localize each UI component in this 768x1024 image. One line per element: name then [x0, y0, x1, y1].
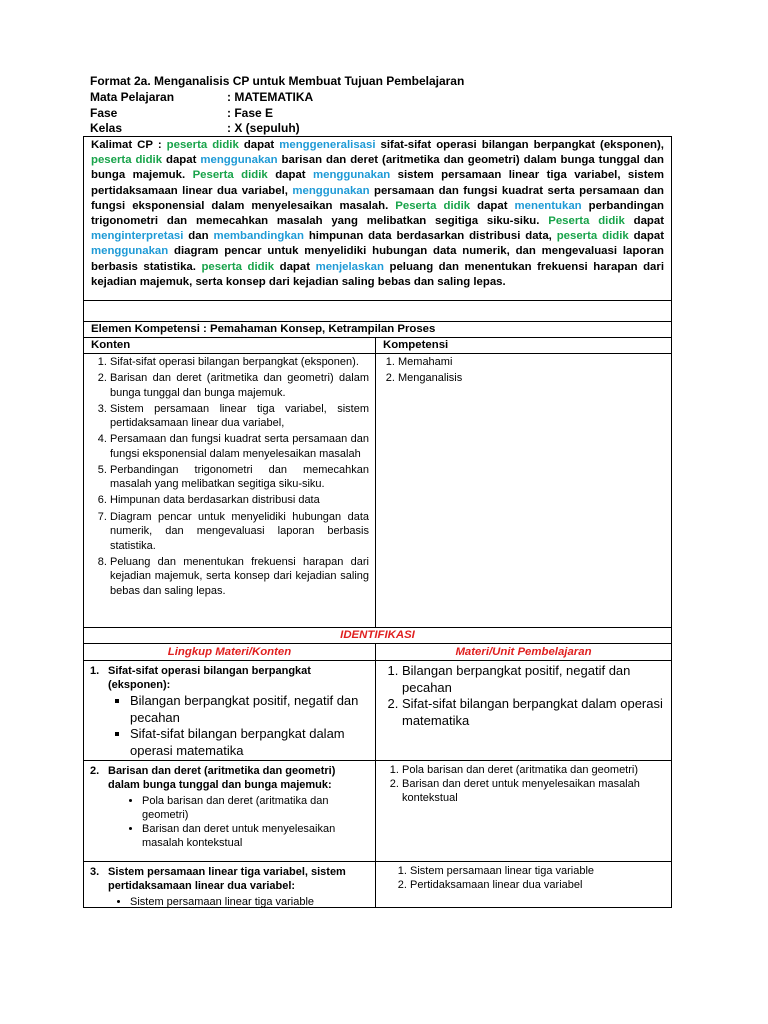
identifikasi-row-2: [84, 761, 671, 862]
cp-segment: dapat: [470, 199, 515, 212]
lingkup-materi-header: Lingkup Materi/Konten: [84, 644, 376, 660]
cp-segment: sistem persamaan linear tiga variabel, sistem pertidaksamaan linear dua variabel,: [91, 169, 665, 197]
list-item: 8. Peluang dan menentukan frekuensi harapan dari kejadian majemuk, serta konsep dari kejadian saling bebas dan saling lepas.: [110, 555, 369, 599]
cp-segment: diagram pencar untuk menyelidiki hubungan data numerik, dan mengevaluasi laporan berbasis statistika.: [91, 245, 664, 273]
cp-segment: barisan dan deret (aritmetika dan geometri) dalam bunga tunggal dan bunga majemuk.: [91, 154, 664, 182]
lingkup-cell: [84, 862, 376, 907]
lingkup-title: [90, 764, 369, 792]
cp-segment: persamaan dan fungsi kuadrat serta persamaan dan fungsi eksponensial dalam menyelesaikan masalah.: [91, 184, 664, 212]
cp-segment: menggeneralisasi: [279, 139, 376, 151]
lingkup-title: [90, 865, 369, 893]
document-title: Format 2a. Menganalisis CP untuk Membuat Tujuan Pembelajaran: [90, 74, 465, 88]
header-label: Fase: [90, 106, 118, 120]
cp-segment: menggunakan: [292, 184, 370, 197]
konten-cell: [84, 354, 376, 627]
list-item: 1. Memahami: [398, 355, 665, 370]
header-row-fase: [90, 105, 273, 121]
cp-segment: menggunakan: [200, 154, 278, 167]
identifikasi-title: IDENTIFIKASI: [84, 628, 671, 644]
unit-list: [376, 761, 671, 805]
elemen-kompetensi-label: Elemen Kompetensi : Pemahaman Konsep, Ketrampilan Proses: [84, 322, 671, 338]
list-item: 5. Perbandingan trigonometri dan memecahkan masalah yang melibatkan segitiga siku-siku.: [110, 463, 369, 492]
kompetensi-header: Kompetensi: [383, 339, 449, 351]
list-item: 2. Menganalisis: [398, 371, 665, 386]
identifikasi-header-row: [84, 644, 671, 661]
cp-segment: dapat: [274, 260, 316, 273]
list-item: 2. Pertidaksamaan linear dua variabel: [410, 878, 665, 892]
lingkup-title-text: Barisan dan deret (aritmetika dan geometri) dalam bunga tunggal dan bunga majemuk:: [108, 765, 336, 791]
cp-segment: peserta didik: [556, 230, 629, 243]
list-item: ▪ Sifat-sifat bilangan berpangkat dalam operasi matematika: [130, 726, 369, 759]
cp-segment: perbandingan trigonometri dan memecahkan masalah yang melibatkan segitiga siku-siku.: [91, 199, 664, 228]
cp-segment: menggunakan: [91, 245, 169, 258]
header-value: : MATEMATIKA: [227, 90, 314, 104]
header-row-kelas: [90, 120, 300, 136]
cp-segment: sifat-sifat operasi bilangan berpangkat (eksponen),: [375, 139, 664, 151]
unit-cell: [376, 761, 671, 861]
lingkup-items: [90, 693, 369, 759]
header-value: : X (sepuluh): [227, 121, 300, 135]
header-label: Kelas: [90, 121, 123, 135]
cp-segment: Peserta didik: [192, 169, 268, 182]
list-item: ▪ Bilangan berpangkat positif, negatif dan pecahan: [130, 693, 369, 726]
list-item: 3. Sistem persamaan linear tiga variabel, sistem pertidaksamaan linear dua variabel,: [110, 402, 369, 431]
list-item: 2. Barisan dan deret (aritmetika dan geometri) dalam bunga tunggal dan bunga majemuk.: [110, 371, 369, 400]
materi-unit-header: Materi/Unit Pembelajaran: [455, 646, 592, 658]
cp-segment: Peserta didik: [395, 199, 471, 212]
unit-list: [376, 661, 671, 729]
list-item: 2. Barisan dan deret untuk menyelesaikan masalah kontekstual: [402, 777, 665, 805]
identifikasi-row-1: [84, 661, 671, 761]
identifikasi-row-3: [84, 862, 671, 907]
list-item: • Pola barisan dan deret (aritmatika dan geometri): [142, 794, 369, 822]
list-item: • Barisan dan deret untuk menyelesaikan masalah kontekstual: [142, 822, 369, 850]
konten-row: [84, 354, 671, 628]
konten-header: Konten: [84, 338, 376, 353]
cp-segment: Peserta didik: [548, 215, 625, 228]
cp-segment: Kalimat CP :: [91, 139, 167, 151]
list-item: • Sistem persamaan linear tiga variable: [130, 895, 369, 909]
cp-segment: membandingkan: [213, 230, 304, 243]
kompetensi-cell: [376, 354, 671, 627]
list-item: 6. Himpunan data berdasarkan distribusi data: [110, 493, 369, 508]
list-item: 1. Sistem persamaan linear tiga variable: [410, 864, 665, 878]
list-item: 1. Bilangan berpangkat positif, negatif dan pecahan: [402, 663, 665, 696]
lingkup-cell: [84, 661, 376, 760]
analysis-table: [83, 136, 672, 908]
unit-cell: [376, 661, 671, 760]
unit-list: [376, 862, 671, 892]
cp-segment: dapat: [162, 154, 201, 167]
header-row-mapel: [90, 89, 313, 105]
cp-segment: peluang dan menentukan frekuensi harapan dari kejadian majemuk, serta konsep dari kejadian saling bebas dan saling lepas.: [91, 260, 664, 288]
cp-segment: dapat: [628, 230, 664, 243]
cp-segment: dapat: [624, 215, 664, 228]
cp-segment: peserta didik: [201, 260, 275, 273]
header-value: : Fase E: [227, 106, 274, 120]
list-item: 7. Diagram pencar untuk menyelidiki hubungan data numerik, dan mengevaluasi laporan berbasis statistika.: [110, 510, 369, 554]
cp-segment: menentukan: [514, 199, 582, 212]
lingkup-cell: [84, 761, 376, 861]
kalimat-cp: [84, 137, 671, 301]
list-item: 2. Sifat-sifat bilangan berpangkat dalam operasi matematika: [402, 696, 665, 729]
spacer-row: [84, 301, 671, 322]
cp-segment: menginterpretasi: [91, 230, 184, 243]
kompetensi-list: [376, 354, 671, 389]
konten-list: [84, 354, 375, 602]
cp-segment: dan: [183, 230, 214, 243]
cp-segment: peserta didik: [91, 154, 163, 167]
lingkup-items: [90, 794, 369, 850]
cp-segment: menggunakan: [313, 169, 391, 182]
lingkup-number: 1.: [90, 665, 100, 677]
lingkup-number: 3.: [90, 866, 100, 878]
list-item: 1. Sifat-sifat operasi bilangan berpangkat (eksponen).: [110, 355, 369, 370]
lingkup-title-text: Sistem persamaan linear tiga variabel, sistem pertidaksamaan linear dua variabel:: [108, 866, 346, 892]
header-label: Mata Pelajaran: [90, 90, 175, 104]
cp-segment: dapat: [238, 139, 280, 151]
lingkup-title: [90, 664, 369, 692]
list-item: 1. Pola barisan dan deret (aritmatika dan geometri): [402, 763, 665, 777]
cp-segment: himpunan data berdasarkan distribusi data,: [303, 230, 557, 243]
cp-segment: dapat: [267, 169, 314, 182]
konten-header-row: [84, 338, 671, 354]
lingkup-number: 2.: [90, 765, 100, 777]
list-item: 4. Persamaan dan fungsi kuadrat serta persamaan dan fungsi eksponensial dalam menyelesaikan masalah: [110, 432, 369, 461]
lingkup-items: [90, 895, 369, 909]
lingkup-title-text: Sifat-sifat operasi bilangan berpangkat (eksponen):: [108, 665, 311, 691]
cp-segment: menjelaskan: [315, 260, 384, 273]
unit-cell: [376, 862, 671, 907]
cp-segment: peserta didik: [166, 139, 239, 151]
